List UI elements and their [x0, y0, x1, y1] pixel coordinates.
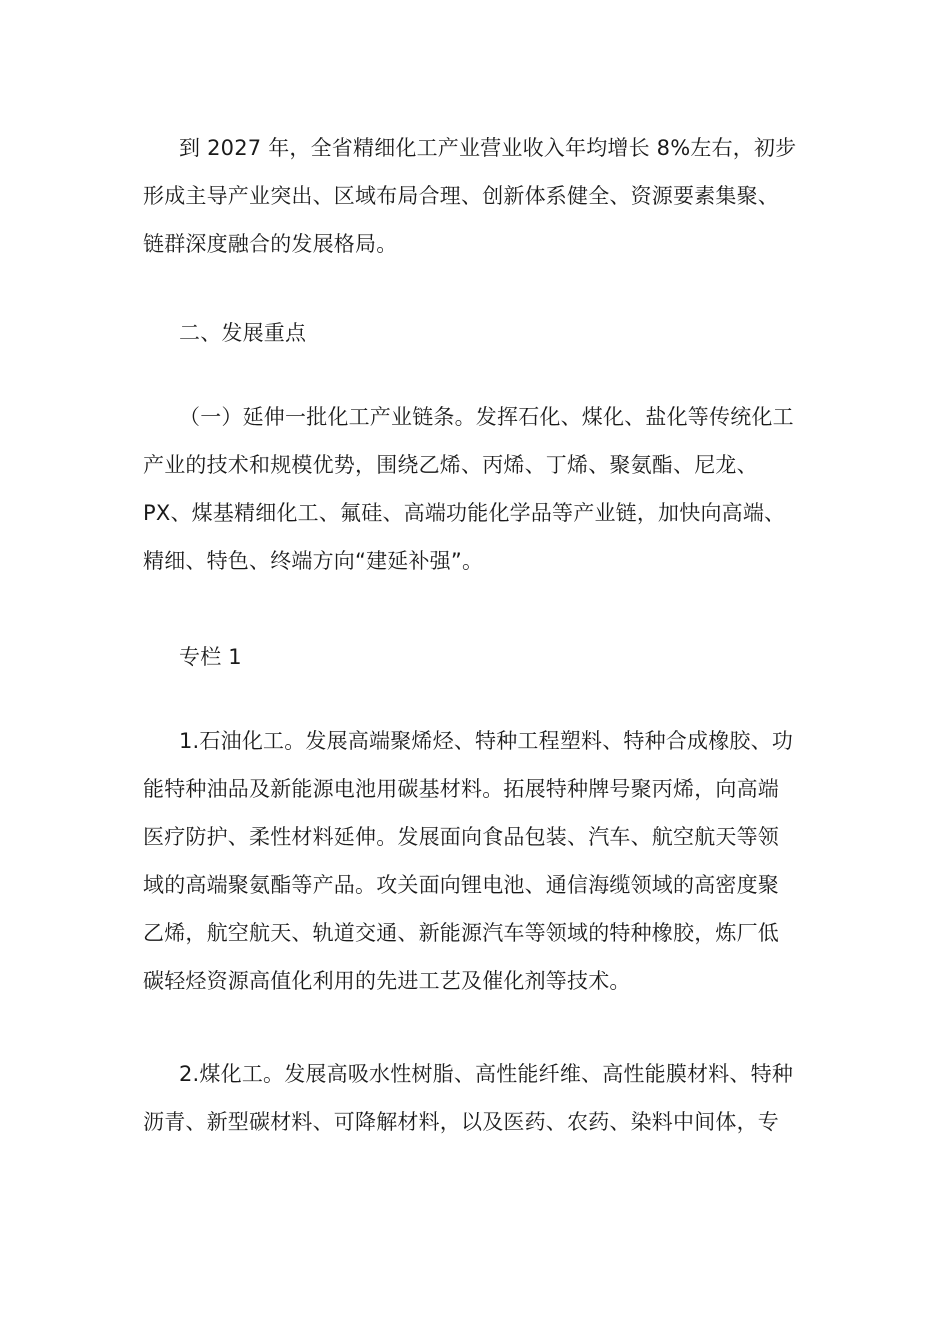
section-1-paragraph	[143, 393, 808, 585]
paragraph-line: 产业的技术和规模优势，围绕乙烯、丙烯、丁烯、聚氨酯、尼龙、	[143, 453, 758, 477]
column-heading-text: 专栏 1	[179, 645, 242, 669]
goal-paragraph	[143, 124, 808, 268]
paragraph-line: 2.煤化工。发展高吸水性树脂、高性能纤维、高性能膜材料、特种	[179, 1062, 794, 1086]
column-heading	[143, 633, 808, 681]
section-heading	[143, 309, 808, 357]
paragraph-line: 能特种油品及新能源电池用碳基材料。拓展特种牌号聚丙烯，向高端	[143, 777, 779, 801]
paragraph-line: 乙烯，航空航天、轨道交通、新能源汽车等领域的特种橡胶，炼厂低	[143, 921, 779, 945]
item-2-paragraph	[143, 1050, 808, 1146]
section-heading-text: 二、发展重点	[179, 321, 307, 345]
paragraph-line: 沥青、新型碳材料、可降解材料，以及医药、农药、染料中间体，专	[143, 1110, 779, 1134]
paragraph-line: 医疗防护、柔性材料延伸。发展面向食品包装、汽车、航空航天等领	[143, 825, 779, 849]
paragraph-line: 链群深度融合的发展格局。	[143, 232, 398, 256]
paragraph-line: PX、煤基精细化工、氟硅、高端功能化学品等产业链，加快向高端、	[143, 501, 786, 525]
paragraph-line: 形成主导产业突出、区域布局合理、创新体系健全、资源要素集聚、	[143, 184, 779, 208]
paragraph-line: 碳轻烃资源高值化利用的先进工艺及催化剂等技术。	[143, 969, 631, 993]
paragraph-line: 精细、特色、终端方向“建延补强”。	[143, 549, 484, 573]
paragraph-line: 域的高端聚氨酯等产品。攻关面向锂电池、通信海缆领域的高密度聚	[143, 873, 779, 897]
item-1-paragraph	[143, 717, 808, 1005]
paragraph-line: 到 2027 年，全省精细化工产业营业收入年均增长 8%左右，初步	[179, 136, 797, 160]
paragraph-line: （一）延伸一批化工产业链条。发挥石化、煤化、盐化等传统化工	[179, 405, 794, 429]
paragraph-line: 1.石油化工。发展高端聚烯烃、特种工程塑料、特种合成橡胶、功	[179, 729, 794, 753]
